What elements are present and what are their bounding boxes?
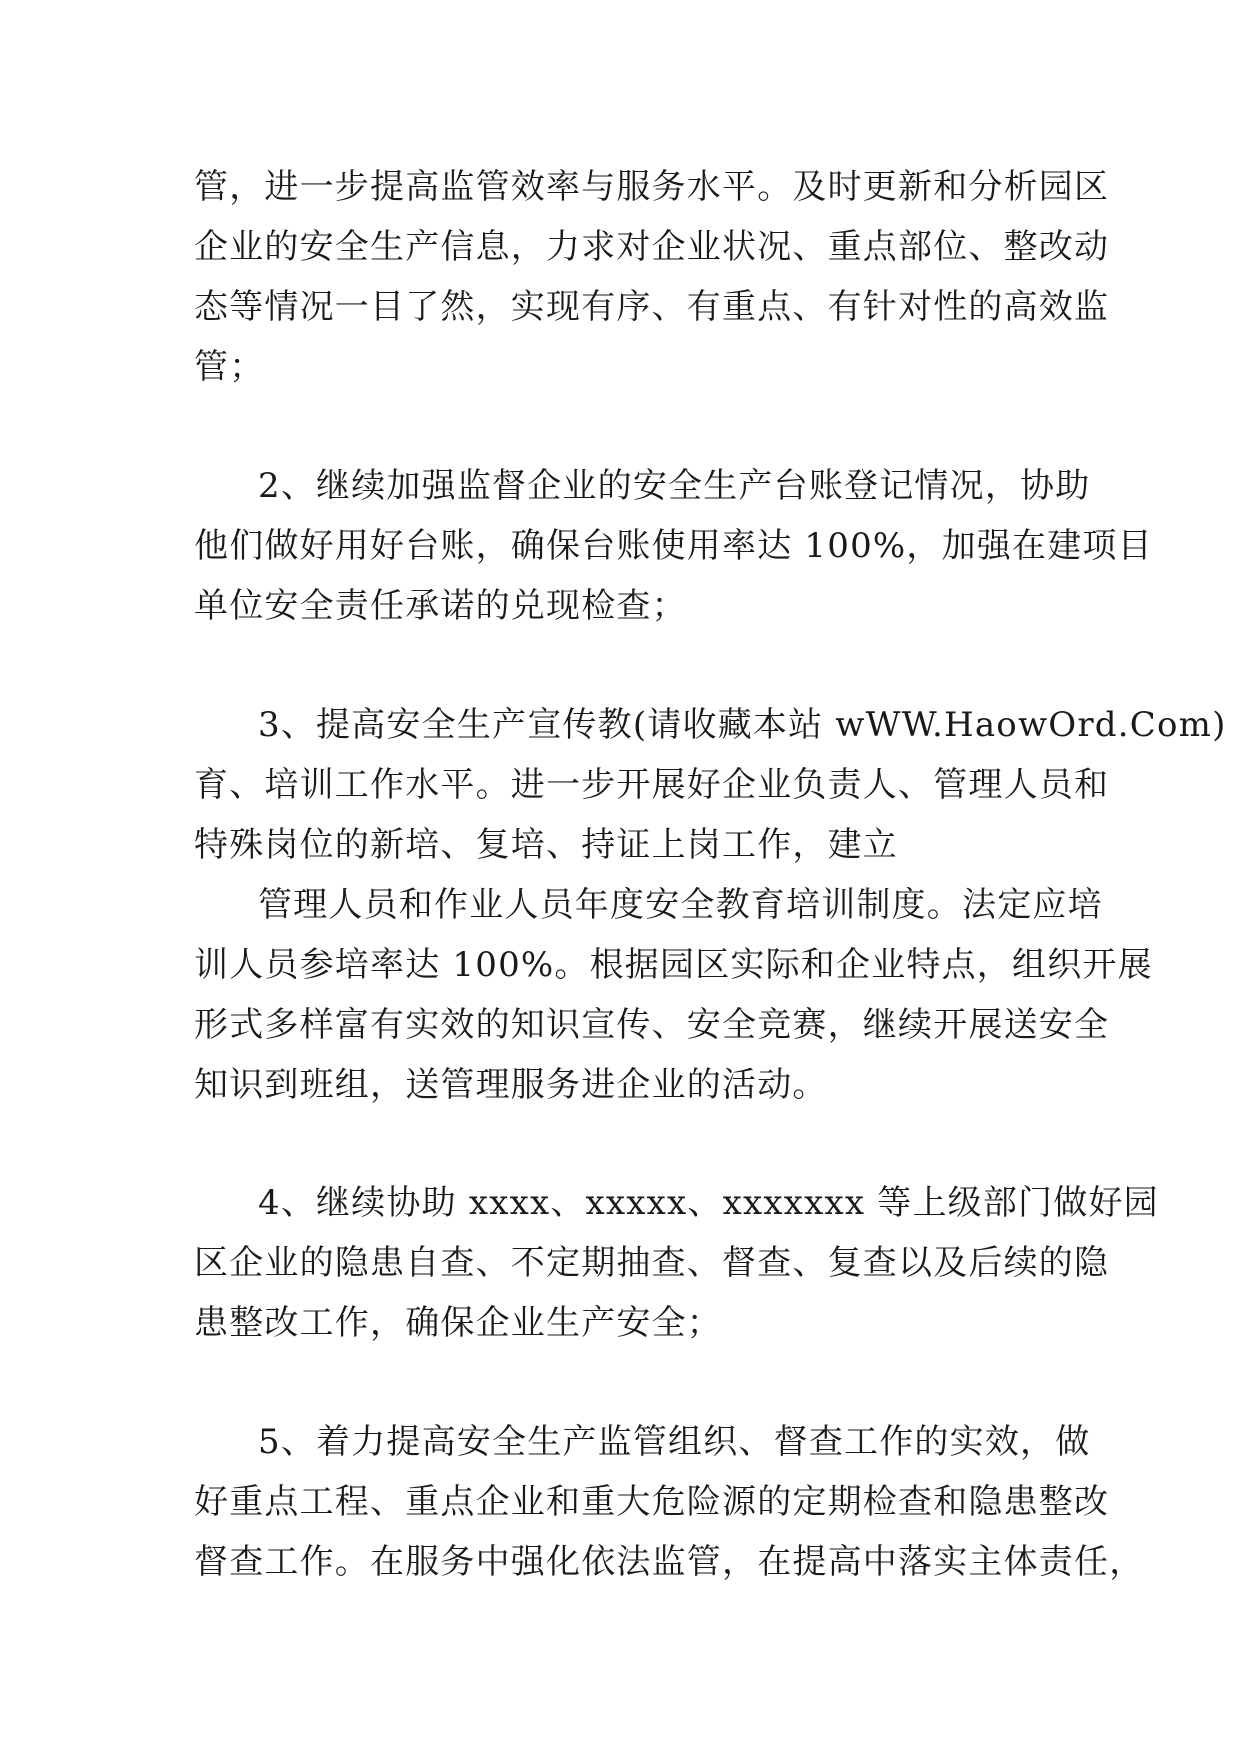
text-line: 好重点工程、重点企业和重大危险源的定期检查和隐患整改: [194, 1482, 1110, 1522]
text-line: 区企业的隐患自查、不定期抽查、督查、复查以及后续的隐: [194, 1243, 1110, 1283]
text-line: 4、继续协助 xxxx、xxxxx、xxxxxxx 等上级部门做好园: [258, 1183, 1159, 1223]
text-line: 知识到班组，送管理服务进企业的活动。: [194, 1065, 828, 1105]
text-line: 5、着力提高安全生产监管组织、督查工作的实效，做: [258, 1422, 1091, 1462]
text-line: 特殊岗位的新培、复培、持证上岗工作，建立: [194, 825, 898, 865]
text-line: 企业的安全生产信息，力求对企业状况、重点部位、整改动: [194, 227, 1110, 267]
text-line: 态等情况一目了然，实现有序、有重点、有针对性的高效监: [194, 287, 1110, 327]
text-line: 管；: [194, 347, 265, 387]
text-line: 训人员参培率达 100%。根据园区实际和企业特点，组织开展: [194, 945, 1153, 985]
text-line: 2、继续加强监督企业的安全生产台账登记情况，协助: [258, 466, 1091, 506]
text-line: 管，进一步提高监管效率与服务水平。及时更新和分析园区: [194, 167, 1110, 207]
text-line: 患整改工作，确保企业生产安全；: [194, 1303, 722, 1343]
text-line: 他们做好用好台账，确保台账使用率达 100%，加强在建项目: [194, 526, 1153, 566]
text-line: 单位安全责任承诺的兑现检查；: [194, 586, 687, 626]
text-line: 督查工作。在服务中强化依法监管，在提高中落实主体责任，: [194, 1542, 1145, 1582]
text-line: 育、培训工作水平。进一步开展好企业负责人、管理人员和: [194, 765, 1110, 805]
text-line: 3、提高安全生产宣传教(请收藏本站 wWW.HaowOrd.Com): [258, 705, 1227, 745]
text-line: 管理人员和作业人员年度安全教育培训制度。法定应培: [258, 885, 1103, 925]
text-line: 形式多样富有实效的知识宣传、安全竞赛，继续开展送安全: [194, 1005, 1110, 1045]
